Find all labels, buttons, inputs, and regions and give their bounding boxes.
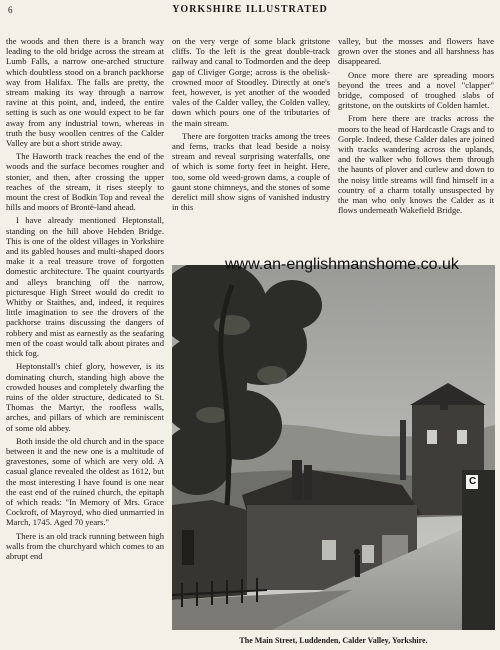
running-title: YORKSHIRE ILLUSTRATED <box>172 4 328 15</box>
street-scene-illustration <box>172 265 495 630</box>
watermark: www.an-englishmanshome.co.uk <box>225 256 459 273</box>
paragraph: valley, but the mosses and flowers have grown over the stones and all harshness has disappeared. <box>338 36 494 67</box>
paragraph: Both inside the old church and in the space between it and the new one is a multitude of gravestones, some of which are very old. A casual glance revealed the oldest as 1612, but the most interesting I have found is one near the east end of the ruined church, the epitaph of which reads: "In Memory of Mrs. Grace Cockroft, of Mayroyd, who died unmarried in March, 1745. Aged 70 years." <box>6 435 164 528</box>
photo-corner-mark: C <box>469 476 477 487</box>
paragraph: the woods and then there is a branch way leading to the old bridge across the stream at Lumb Falls, a narrow one-arched structure which doubtless stood on a branch packhorse way from Halifax. The falls are pretty, the stream making its way through a narrow ravine at this point, and, indeed, the entire setting is such as one would expect to be far away from any industrial town, whereas in truth the busy woollen centres of the Calder Valley are but a short stride away. <box>6 36 164 149</box>
paragraph: on the very verge of some black gritstone cliffs. To the left is the great double-track railway and canal to Todmorden and the deep gap of Cliviger Gorge; across is the obelisk-crowned moor of Stoodley. Directly at one's feet, however, is yet another of the wooded vales of the Calder valley, the Colden valley, down which pours one of the tributaries of the main stream. <box>172 36 330 128</box>
paragraph: I have already mentioned Heptonstall, standing on the hill above Hebden Bridge. This is one of the oldest villages in Yorkshire and its gabled houses and multi-shaped doors make it a real treasure trove of forgotten domestic architecture. The quaint courtyards and alleys branching off the narrow, picturesque High Street would do credit to Whitby or Staithes, and, indeed, it requires little imagination to see the drovers of the packhorse trains discussing the dangers of robbery and mist as earnestly as the seafaring men of the coast would talk about pirates and thick fog. <box>6 215 164 359</box>
text-column-1 <box>6 36 164 648</box>
paragraph: Heptonstall's chief glory, however, is its dominating church, standing high above the crowded houses and completely dwarfing the ruins of the older structure, dedicated to St. Thomas the Martyr, the roofless walls, arches, and pillars of which are reminiscent of some old abbey. <box>6 361 164 433</box>
page-header <box>0 0 500 22</box>
page-number: 6 <box>8 5 13 15</box>
paragraph: Once more there are spreading moors beyond the trees and a novel "clapper" bridge, composed of troughed slabs of gritstone, on the outskirts of Colden hamlet. <box>338 69 494 111</box>
text-column-3 <box>338 36 494 262</box>
paragraph: The Haworth track reaches the end of the woods and the surface becomes rougher and stonier, and then, after crossing the upper reaches of the stream, it rises steeply to mount the crest of Bodkin Top and reveal the hills and moors of Brontë-land ahead. <box>6 151 164 213</box>
street-photograph <box>172 265 495 630</box>
paragraph: There are forgotten tracks among the trees and ferns, tracks that lead beside a noisy stream and reveal surprising waterfalls, one of which is some forty feet in height. Here, too, some old weed-grown dams, a couple of gaunt stone chimneys, and the stones of some derelict mill show signs of vanished industry in this <box>172 130 330 213</box>
paragraph: From here there are tracks across the moors to the head of Hardcastle Crags and to Gorple. Indeed, these Calder dales are joined with tracks wandering across the uplands, and the walker who follows them through the haunts of plover and curlew and down to the noisy little streams will find himself in a country of a charm totally unsuspected by the man who only knows the Calder as it flows underneath Wakefield Bridge. <box>338 113 494 216</box>
text-column-2 <box>172 36 330 262</box>
photo-caption: The Main Street, Luddenden, Calder Valley, Yorkshire. <box>239 636 428 645</box>
paragraph: There is an old track running between high walls from the churchyard which comes to an abrupt end <box>6 530 164 561</box>
